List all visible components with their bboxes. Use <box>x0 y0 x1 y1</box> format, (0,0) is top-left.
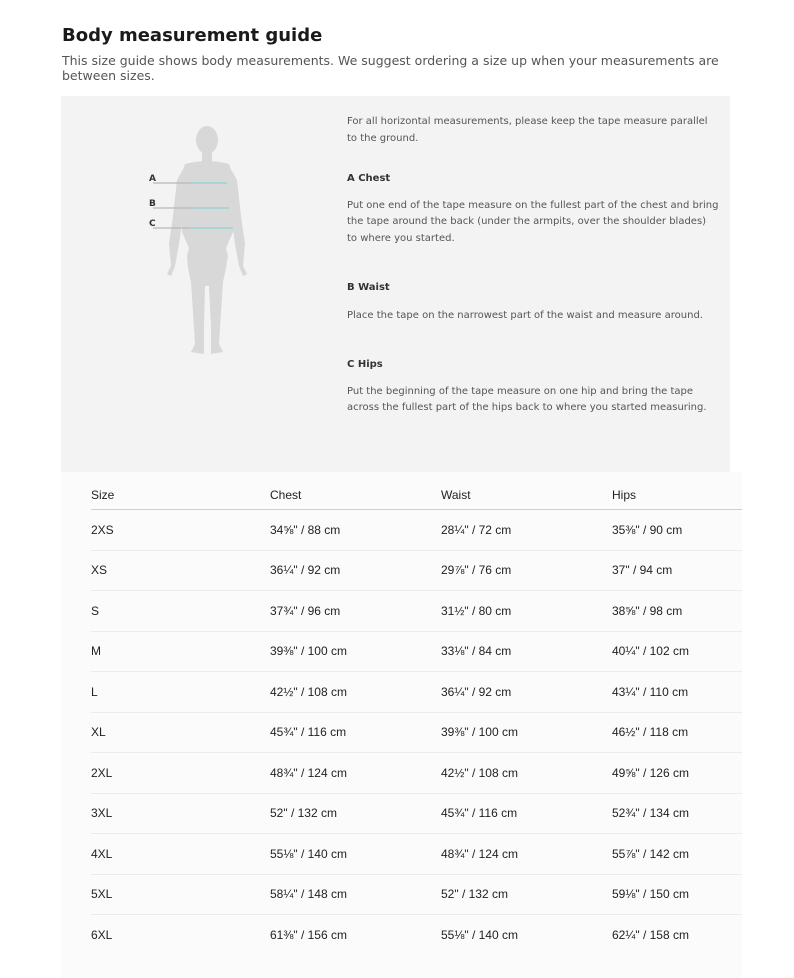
size-cell: S <box>91 591 270 632</box>
table-row <box>91 793 742 834</box>
hips-heading: C Hips <box>347 359 383 370</box>
page-title: Body measurement guide <box>62 25 323 47</box>
waist-cell: 55⅛" / 140 cm <box>441 927 518 942</box>
waist-heading: B Waist <box>347 282 390 293</box>
table-row <box>91 915 742 955</box>
chest-cell: 34⅝" / 88 cm <box>270 510 441 551</box>
hips-cell: 46½" / 118 cm <box>612 712 742 753</box>
header-waist: Waist <box>441 480 612 510</box>
table-row <box>91 753 742 794</box>
body-silhouette-icon <box>149 116 269 366</box>
chest-cell: 42½" / 108 cm <box>270 672 441 713</box>
size-cell: XS <box>91 550 270 591</box>
header-size: Size <box>91 480 270 510</box>
chest-cell: 39⅜" / 100 cm <box>270 631 441 672</box>
chest-cell: 55⅛" / 140 cm <box>270 834 441 875</box>
waist-cell: 45¾" / 116 cm <box>441 793 612 834</box>
size-cell: 4XL <box>91 834 270 875</box>
waist-cell: 52" / 132 cm <box>441 874 612 915</box>
waist-cell: 39⅜" / 100 cm <box>441 712 612 753</box>
size-cell: 6XL <box>91 927 113 942</box>
table-row <box>91 550 742 591</box>
size-table-area <box>61 472 742 978</box>
table-row <box>91 591 742 632</box>
size-cell: L <box>91 672 270 713</box>
label-c: C <box>149 219 156 229</box>
waist-cell: 48¾" / 124 cm <box>441 834 612 875</box>
intro-text: This size guide shows body measurements. We suggest ordering a size up when your measurements are between sizes. <box>62 53 719 83</box>
size-cell: XL <box>91 712 270 753</box>
hips-cell: 62¼" / 158 cm <box>612 927 689 942</box>
size-cell: 2XS <box>91 510 270 551</box>
hips-cell: 37" / 94 cm <box>612 550 742 591</box>
hips-cell: 59⅛" / 150 cm <box>612 874 742 915</box>
chest-instruction: Put one end of the tape measure on the fullest part of the chest and bring the tape around the back (under the armpits, over the shoulder blades) to where you started. <box>347 199 719 244</box>
table-row <box>91 712 742 753</box>
waist-cell: 36¼" / 92 cm <box>441 672 612 713</box>
hips-cell: 49⅝" / 126 cm <box>612 753 742 794</box>
chest-cell: 36¼" / 92 cm <box>270 550 441 591</box>
table-row <box>91 672 742 713</box>
header-hips: Hips <box>612 480 742 510</box>
table-row <box>91 510 742 551</box>
chest-cell: 45¾" / 116 cm <box>270 712 441 753</box>
table-header-row <box>91 480 742 510</box>
waist-cell: 42½" / 108 cm <box>441 753 612 794</box>
waist-cell: 31½" / 80 cm <box>441 591 612 632</box>
label-a: A <box>149 174 156 184</box>
label-b: B <box>149 199 156 209</box>
chest-heading: A Chest <box>347 173 391 184</box>
general-instruction: For all horizontal measurements, please keep the tape measure parallel to the ground. <box>347 116 708 144</box>
header-chest: Chest <box>270 480 441 510</box>
size-cell: 2XL <box>91 753 270 794</box>
waist-cell: 33⅛" / 84 cm <box>441 631 612 672</box>
hips-cell: 43¼" / 110 cm <box>612 672 742 713</box>
waist-instruction: Place the tape on the narrowest part of the waist and measure around. <box>347 309 703 321</box>
measurement-guide-panel <box>61 96 730 472</box>
measurement-instructions <box>347 114 719 417</box>
size-cell: 3XL <box>91 793 270 834</box>
chest-cell: 37¾" / 96 cm <box>270 591 441 632</box>
waist-cell: 29⅞" / 76 cm <box>441 550 612 591</box>
waist-cell: 28¼" / 72 cm <box>441 510 612 551</box>
chest-cell: 52" / 132 cm <box>270 793 441 834</box>
chest-cell: 48¾" / 124 cm <box>270 753 441 794</box>
chest-cell: 58¼" / 148 cm <box>270 874 441 915</box>
hips-instruction: Put the beginning of the tape measure on one hip and bring the tape across the fullest part of the hips back to where you started measuring. <box>347 385 707 413</box>
size-cell: 5XL <box>91 874 270 915</box>
table-row <box>91 834 742 875</box>
hips-cell: 55⅞" / 142 cm <box>612 834 742 875</box>
table-row <box>91 874 742 915</box>
table-row <box>91 631 742 672</box>
hips-cell: 52¾" / 134 cm <box>612 793 742 834</box>
size-chart-table <box>91 480 742 955</box>
hips-cell: 35⅜" / 90 cm <box>612 510 742 551</box>
hips-cell: 38⅝" / 98 cm <box>612 591 742 632</box>
body-figure-illustration <box>149 116 269 366</box>
size-cell: M <box>91 631 270 672</box>
hips-cell: 40¼" / 102 cm <box>612 631 742 672</box>
chest-cell: 61⅜" / 156 cm <box>270 927 347 942</box>
